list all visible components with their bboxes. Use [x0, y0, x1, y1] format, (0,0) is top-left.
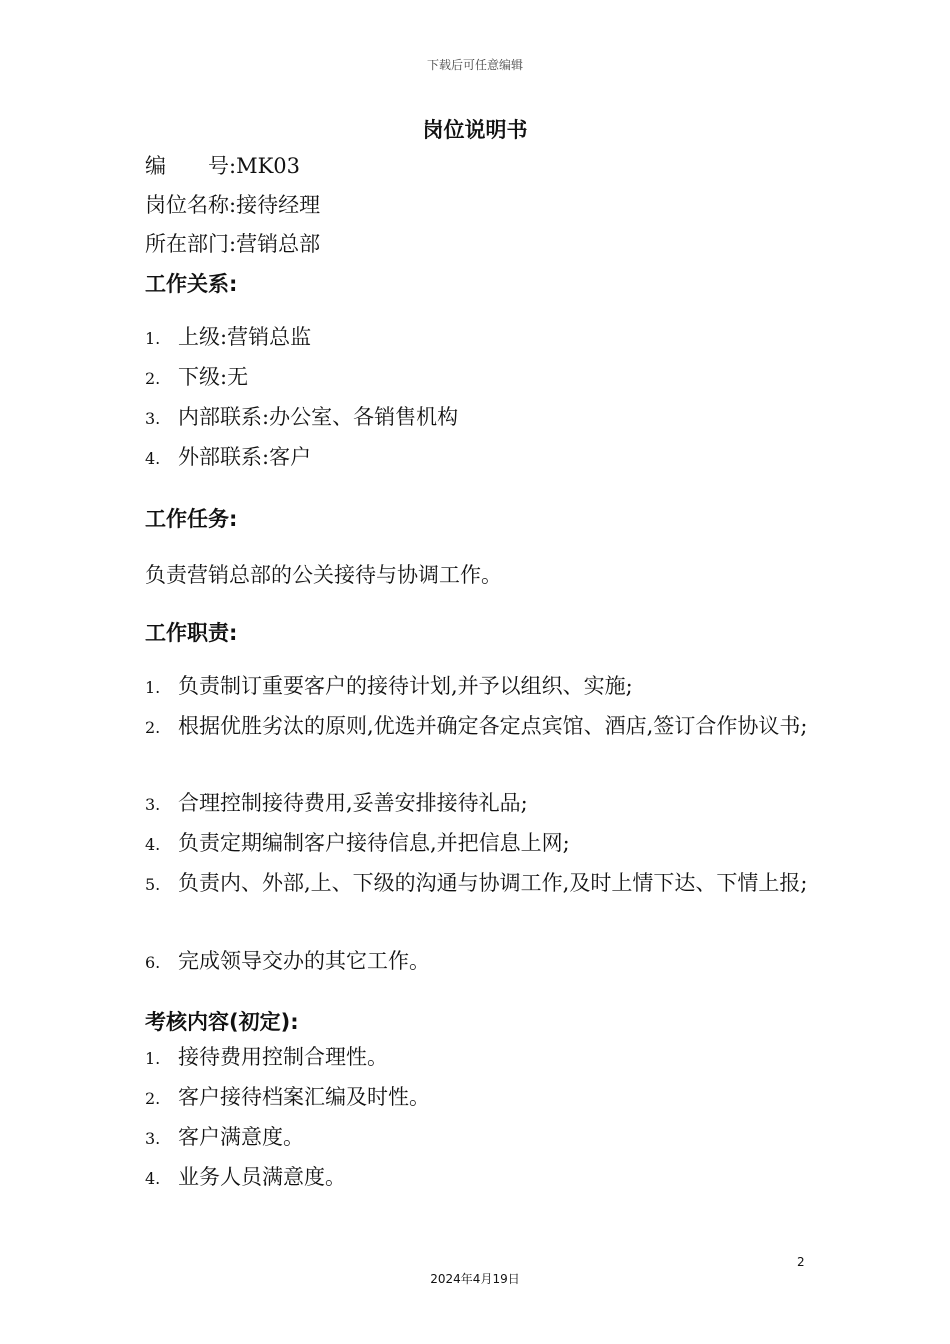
- list-text: 客户满意度。: [178, 1125, 304, 1149]
- assessment-item: [145, 1158, 815, 1196]
- duties-item: [145, 707, 815, 745]
- list-number: 3.: [145, 795, 161, 814]
- relations-item: [145, 438, 815, 476]
- list-text: 外部联系:客户: [178, 445, 312, 469]
- duties-item: [145, 784, 815, 822]
- list-number: 3.: [145, 409, 161, 428]
- page-number: 2: [797, 1255, 805, 1269]
- section-heading-relations: 工作关系:: [145, 272, 238, 296]
- field-department: 所在部门:营销总部: [145, 232, 321, 256]
- duties-item: [145, 824, 815, 862]
- document-title: 岗位说明书: [422, 118, 528, 142]
- list-text: 业务人员满意度。: [178, 1165, 346, 1189]
- page-footer-date: 2024年4月19日: [430, 1272, 520, 1286]
- list-number: 2.: [145, 718, 161, 737]
- tasks-text: 负责营销总部的公关接待与协调工作。: [145, 563, 502, 587]
- list-number: 3.: [145, 1129, 161, 1148]
- duties-item: [145, 942, 815, 980]
- relations-item: [145, 358, 815, 396]
- list-text: 内部联系:办公室、各销售机构: [178, 405, 459, 429]
- section-heading-tasks: 工作任务:: [145, 507, 238, 531]
- list-number: 5.: [145, 875, 161, 894]
- list-number: 2.: [145, 369, 161, 388]
- list-text: 下级:无: [178, 365, 249, 389]
- list-text: 客户接待档案汇编及时性。: [178, 1085, 430, 1109]
- assessment-item: [145, 1118, 815, 1156]
- duties-item: [145, 864, 815, 902]
- list-number: 4.: [145, 835, 161, 854]
- relations-item: [145, 398, 815, 436]
- list-number: 1.: [145, 329, 161, 348]
- list-text: 负责内、外部,上、下级的沟通与协调工作,及时上情下达、下情上报;: [178, 871, 808, 895]
- list-text: 接待费用控制合理性。: [178, 1045, 388, 1069]
- assessment-item: [145, 1078, 815, 1116]
- field-position-name: 岗位名称:接待经理: [145, 193, 321, 217]
- section-heading-assessment: 考核内容(初定):: [145, 1010, 299, 1034]
- section-heading-duties: 工作职责:: [145, 621, 238, 645]
- list-number: 6.: [145, 953, 161, 972]
- list-text: 上级:营销总监: [178, 325, 312, 349]
- list-text: 完成领导交办的其它工作。: [178, 949, 430, 973]
- relations-item: [145, 318, 815, 356]
- list-number: 2.: [145, 1089, 161, 1108]
- list-text: 合理控制接待费用,妥善安排接待礼品;: [178, 791, 528, 815]
- page-header-note: 下载后可任意编辑: [426, 58, 523, 72]
- list-text: 负责定期编制客户接待信息,并把信息上网;: [178, 831, 570, 855]
- list-text: 负责制订重要客户的接待计划,并予以组织、实施;: [178, 674, 633, 698]
- list-number: 4.: [145, 449, 161, 468]
- list-number: 4.: [145, 1169, 161, 1188]
- list-number: 1.: [145, 678, 161, 697]
- assessment-item: [145, 1038, 815, 1076]
- list-number: 1.: [145, 1049, 161, 1068]
- duties-item: [145, 667, 815, 705]
- list-text: 根据优胜劣汰的原则,优选并确定各定点宾馆、酒店,签订合作协议书;: [178, 714, 808, 738]
- field-number: 编 号:MK03: [145, 154, 300, 178]
